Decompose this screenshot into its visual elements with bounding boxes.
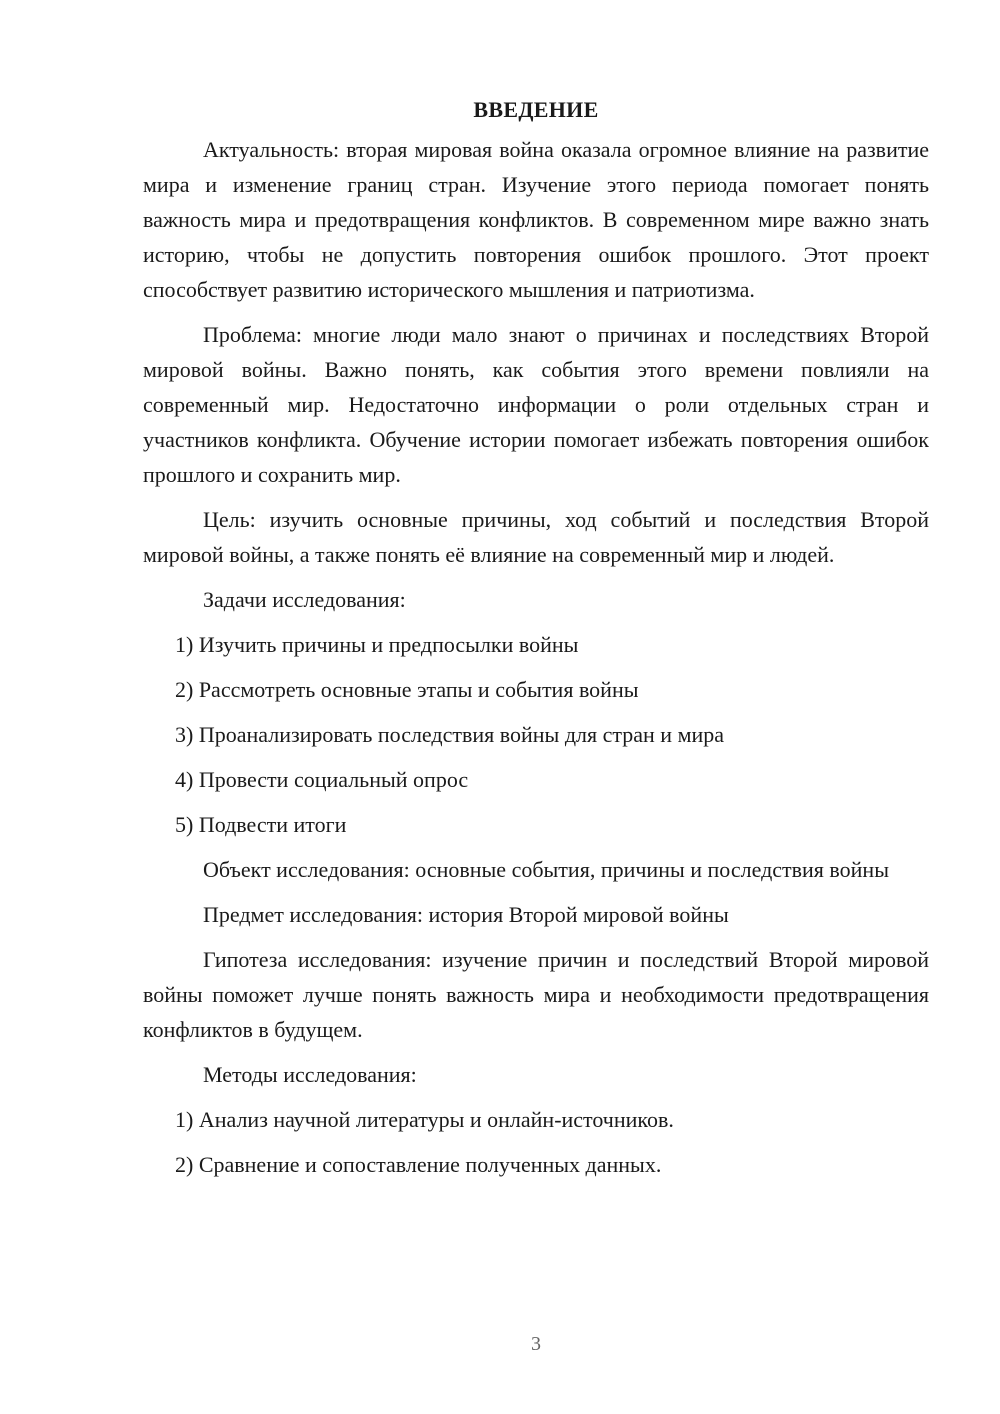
methods-heading: Методы исследования:: [203, 1062, 417, 1087]
problem-paragraph: Проблема: многие люди мало знают о причинах и последствиях Второй мировой войны. Важно понять, как события этого времени повлияли на современный мир. Недостаточно информации о роли отдельных стран и участников конфликта. Обучение истории помогает избежать повторения ошибок прошлого и сохранить мир.: [143, 322, 929, 487]
task-item: 3) Проанализировать последствия войны для стран и мира: [175, 722, 725, 747]
task-item: 1) Изучить причины и предпосылки войны: [175, 632, 579, 657]
object-paragraph: Объект исследования: основные события, причины и последствия войны: [203, 857, 889, 882]
hypothesis-paragraph: Гипотеза исследования: изучение причин и последствий Второй мировой войны поможет лучше понять важность мира и необходимости предотвращения конфликтов в будущем.: [143, 947, 929, 1042]
relevance-paragraph: Актуальность: вторая мировая война оказала огромное влияние на развитие мира и изменение границ стран. Изучение этого периода помогает понять важность мира и предотвращения конфликтов. В современном мире важно знать историю, чтобы не допустить повторения ошибок прошлого. Этот проект способствует развитию исторического мышления и патриотизма.: [143, 137, 929, 302]
task-item: 2) Рассмотреть основные этапы и события войны: [175, 677, 639, 702]
page-title: ВВЕДЕНИЕ: [473, 97, 599, 122]
task-item: 5) Подвести итоги: [175, 812, 347, 837]
method-item: 1) Анализ научной литературы и онлайн-источников.: [175, 1107, 674, 1132]
page-content: [143, 92, 929, 1192]
task-item: 4) Провести социальный опрос: [175, 767, 469, 792]
goal-paragraph: Цель: изучить основные причины, ход событий и последствия Второй мировой войны, а также понять её влияние на современный мир и людей.: [143, 507, 929, 567]
page-number: 3: [531, 1333, 541, 1355]
tasks-heading: Задачи исследования:: [203, 587, 406, 612]
subject-paragraph: Предмет исследования: история Второй мировой войны: [203, 902, 729, 927]
method-item: 2) Сравнение и сопоставление полученных данных.: [175, 1152, 662, 1177]
